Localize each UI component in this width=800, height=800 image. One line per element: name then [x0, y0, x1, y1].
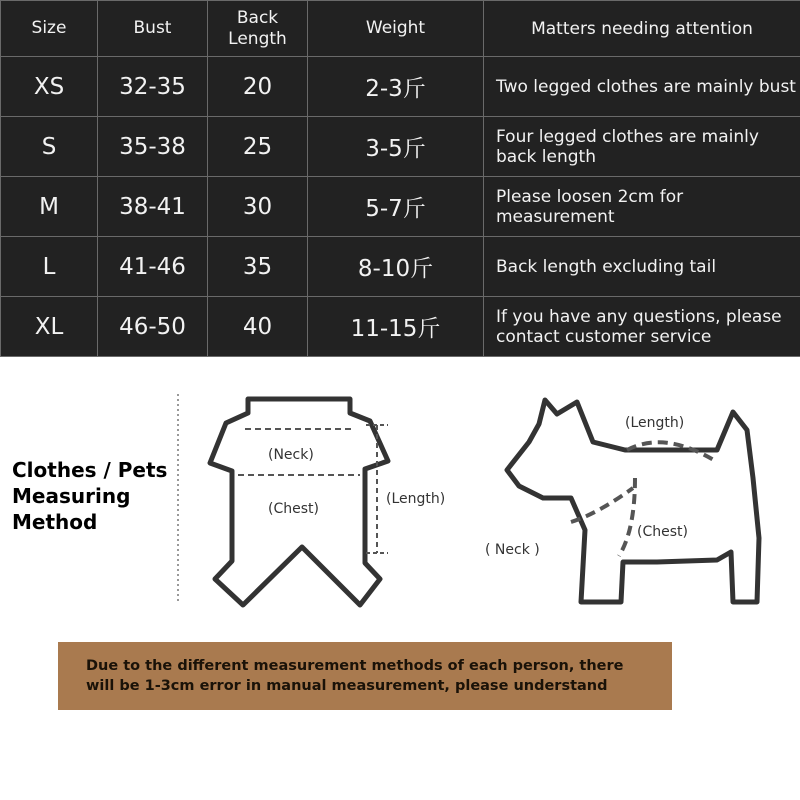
cell-weight: 5-7斤	[308, 177, 484, 237]
pet-chest-label: (Chest)	[637, 524, 688, 540]
table-row	[1, 297, 800, 357]
cell-size: XS	[1, 57, 98, 117]
cell-weight: 8-10斤	[308, 237, 484, 297]
cell-bust: 32-35	[98, 57, 208, 117]
table-row	[1, 117, 800, 177]
cell-back-length: 35	[208, 237, 308, 297]
cell-size: L	[1, 237, 98, 297]
measuring-method-title	[12, 457, 187, 535]
header-bust: Bust	[98, 1, 208, 57]
cell-note: Four legged clothes are mainly back length	[484, 117, 800, 177]
table-row	[1, 237, 800, 297]
cell-note: Two legged clothes are mainly bust	[484, 57, 800, 117]
clothes-neck-label: (Neck)	[268, 447, 314, 463]
cell-note: If you have any questions, please contact customer service	[484, 297, 800, 357]
cell-bust: 41-46	[98, 237, 208, 297]
cell-bust: 35-38	[98, 117, 208, 177]
cell-back-length: 30	[208, 177, 308, 237]
cell-back-length: 20	[208, 57, 308, 117]
dotted-separator	[170, 390, 190, 610]
cell-bust: 38-41	[98, 177, 208, 237]
pet-neck-label: ( Neck )	[485, 542, 540, 558]
pet-diagram	[485, 380, 785, 620]
table-row	[1, 57, 800, 117]
cell-back-length: 40	[208, 297, 308, 357]
cell-weight: 2-3斤	[308, 57, 484, 117]
notice-line: Due to the different measurement methods of each person, there	[86, 658, 624, 674]
measurement-error-notice	[58, 642, 672, 710]
clothes-length-label: (Length)	[386, 491, 446, 507]
cell-bust: 46-50	[98, 297, 208, 357]
cell-note: Please loosen 2cm for measurement	[484, 177, 800, 237]
method-title-line: Method	[12, 510, 98, 534]
method-title-line: Clothes / Pets	[12, 458, 168, 482]
notice-line: will be 1-3cm error in manual measurement, please understand	[86, 678, 608, 694]
header-weight: Weight	[308, 1, 484, 57]
cell-size: S	[1, 117, 98, 177]
cell-back-length: 25	[208, 117, 308, 177]
clothes-diagram	[190, 385, 470, 625]
cell-weight: 3-5斤	[308, 117, 484, 177]
size-chart-table	[0, 0, 800, 357]
pet-length-label: (Length)	[625, 415, 685, 431]
method-title-line: Measuring	[12, 484, 131, 508]
header-notes: Matters needing attention	[484, 1, 800, 57]
header-size: Size	[1, 1, 98, 57]
table-row	[1, 177, 800, 237]
cell-size: M	[1, 177, 98, 237]
cell-note: Back length excluding tail	[484, 237, 800, 297]
cell-size: XL	[1, 297, 98, 357]
header-back-length: Back Length	[208, 1, 308, 57]
clothes-chest-label: (Chest)	[268, 501, 319, 517]
cell-weight: 11-15斤	[308, 297, 484, 357]
table-header-row	[1, 1, 800, 57]
